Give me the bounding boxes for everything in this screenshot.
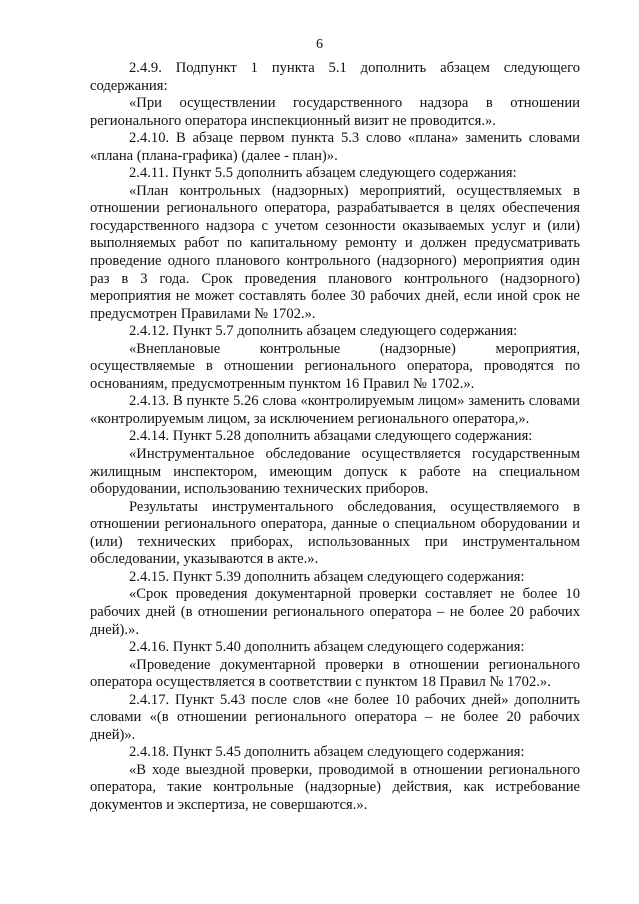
paragraph-2-4-18: 2.4.18. Пункт 5.45 дополнить абзацем следующего содержания: bbox=[129, 744, 525, 761]
paragraph-2-4-16: 2.4.16. Пункт 5.40 дополнить абзацем следующего содержания: bbox=[129, 639, 525, 656]
paragraph-quote: «Срок проведения документарной проверки составляет не более 10 рабочих дней (в отношении регионального оператора – не более 20 рабочих дней).». bbox=[90, 586, 580, 638]
paragraph-quote-continued: Результаты инструментального обследования, осуществляемого в отношении регионального оператора, данные о специальном оборудовании и (или) технических приборах, использованных при инструментальном обследовании, указываются в акте.». bbox=[90, 498, 580, 568]
paragraph-2-4-12: 2.4.12. Пункт 5.7 дополнить абзацем следующего содержания: bbox=[129, 323, 518, 340]
paragraph-quote: «Проведение документарной проверки в отношении регионального оператора осуществляется в соответствии с пунктом 18 Правил № 1702.». bbox=[90, 656, 580, 691]
paragraph-quote: «В ходе выездной проверки, проводимой в отношении регионального оператора, такие контрольные (надзорные) действия, как истребование документов и экспертиза, не совершаются.». bbox=[90, 761, 580, 813]
paragraph-quote: «План контрольных (надзорных) мероприятий, осуществляемых в отношении регионального оператора, разрабатывается в целях обеспечения государственного надзора с учетом сезонности оказываемых услуг и (или) выполняемых работ по капитальному ремонту и должен предусматривать проведение одного планового контрольного (надзорного) мероприятия один раз в 3 года. Срок проведения планового контрольного (надзорного) мероприятия не может составлять более 30 рабочих дней, если иной срок не предусмотрен Правилами № 1702.». bbox=[90, 182, 580, 322]
paragraph-2-4-15: 2.4.15. Пункт 5.39 дополнить абзацем следующего содержания: bbox=[129, 568, 525, 585]
paragraph-quote: «При осуществлении государственного надзора в отношении регионального оператора инспекционный визит не проводится.». bbox=[90, 95, 580, 129]
paragraph-2-4-9: 2.4.9. Подпункт 1 пункта 5.1 дополнить абзацем следующего содержания: bbox=[90, 60, 580, 94]
document-body bbox=[90, 60, 580, 815]
paragraph-2-4-10: 2.4.10. В абзаце первом пункта 5.3 слово «плана» заменить словами «плана (плана-графика) (далее - план)». bbox=[90, 130, 580, 164]
paragraph-2-4-14: 2.4.14. Пункт 5.28 дополнить абзацами следующего содержания: bbox=[129, 428, 533, 445]
page-number: 6 bbox=[316, 37, 323, 52]
paragraph-quote: «Внеплановые контрольные (надзорные) мероприятия, осуществляемые в отношении регионального оператора, проводятся по основаниям, предусмотренным пунктом 16 Правил № 1702.». bbox=[90, 340, 580, 392]
paragraph-2-4-17: 2.4.17. Пункт 5.43 после слов «не более 10 рабочих дней» дополнить словами «(в отношении регионального оператора – не более 20 рабочих дней)». bbox=[90, 691, 580, 743]
paragraph-2-4-13: 2.4.13. В пункте 5.26 слова «контролируемым лицом» заменить словами «контролируемым лицом, за исключением регионального оператора,». bbox=[90, 393, 580, 427]
paragraph-quote: «Инструментальное обследование осуществляется государственным жилищным инспектором, имеющим допуск к работе на специальном оборудовании, использованию технических приборов. bbox=[90, 446, 580, 498]
paragraph-2-4-11: 2.4.11. Пункт 5.5 дополнить абзацем следующего содержания: bbox=[129, 165, 517, 182]
